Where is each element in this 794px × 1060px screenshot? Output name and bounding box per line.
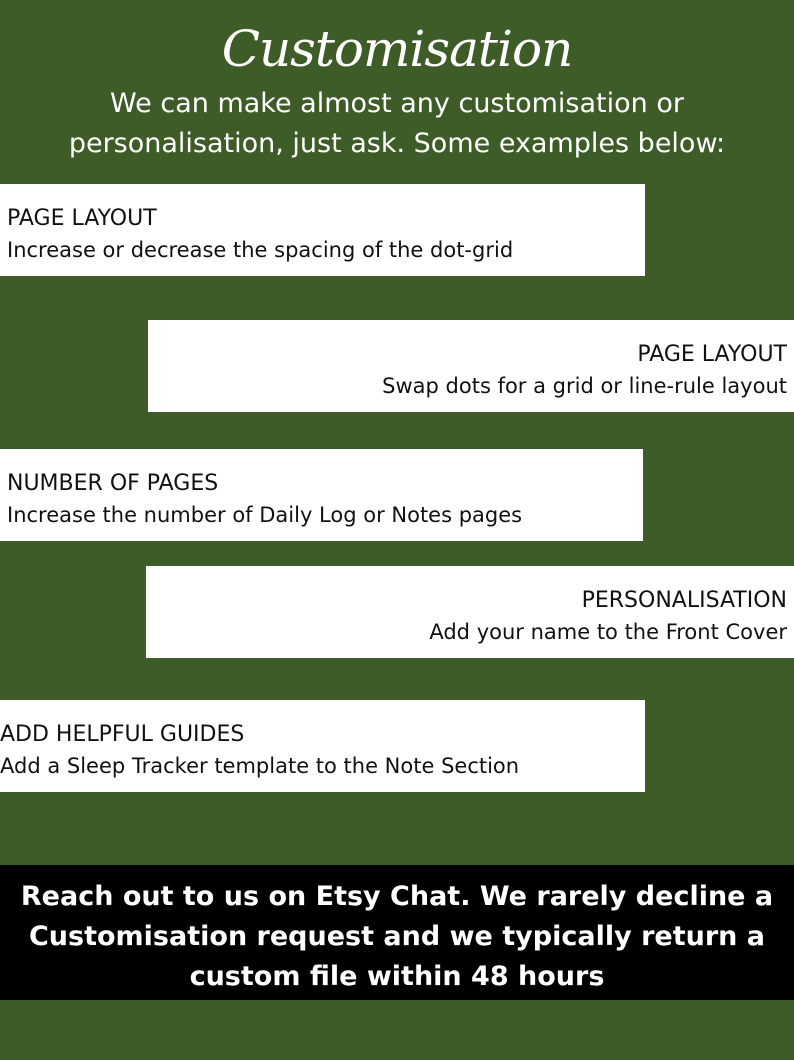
option-card-number-of-pages — [0, 449, 643, 541]
banner-line-1: Reach out to us on Etsy Chat. We rarely decline a — [20, 881, 774, 912]
option-heading: PAGE LAYOUT — [637, 342, 787, 367]
contact-banner — [0, 865, 794, 1000]
option-description: Increase the number of Daily Log or Notes pages — [7, 503, 523, 527]
option-heading: PAGE LAYOUT — [7, 206, 157, 231]
intro-line-1: We can make almost any customisation or — [110, 88, 684, 119]
option-card-page-layout-dot-grid — [0, 184, 645, 276]
option-description: Swap dots for a grid or line-rule layout — [382, 374, 787, 398]
page-title: Customisation — [221, 20, 573, 78]
option-heading: NUMBER OF PAGES — [7, 471, 219, 496]
option-description: Increase or decrease the spacing of the dot-grid — [7, 238, 514, 262]
banner-line-3: custom file within 48 hours — [189, 961, 605, 992]
option-heading: PERSONALISATION — [581, 588, 787, 613]
option-heading: ADD HELPFUL GUIDES — [0, 722, 245, 747]
option-card-personalisation — [146, 566, 794, 658]
option-description: Add a Sleep Tracker template to the Note Section — [0, 754, 520, 778]
option-card-page-layout-grid-lines — [148, 320, 794, 412]
banner-line-2: Customisation request and we typically return a — [28, 921, 765, 952]
option-description: Add your name to the Front Cover — [429, 620, 787, 644]
intro-line-2: personalisation, just ask. Some examples below: — [68, 128, 726, 159]
option-card-helpful-guides — [0, 700, 645, 792]
intro-text — [0, 84, 794, 164]
